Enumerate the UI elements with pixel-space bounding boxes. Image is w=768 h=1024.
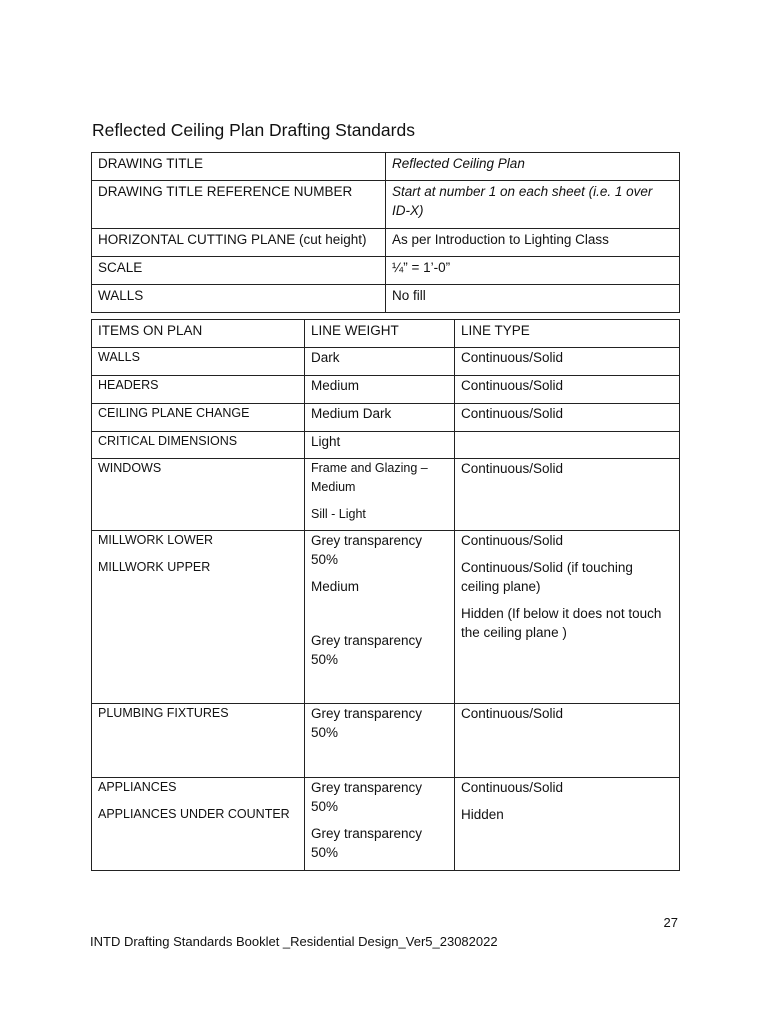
items-on-plan-table bbox=[91, 319, 680, 871]
column-header: LINE WEIGHT bbox=[305, 320, 455, 348]
line-type: Hidden bbox=[461, 807, 504, 822]
line-weight: Medium bbox=[311, 579, 360, 594]
table-row bbox=[92, 229, 680, 257]
page-number: 27 bbox=[663, 915, 678, 930]
line-type: Continuous/Solid bbox=[455, 704, 680, 778]
line-type bbox=[455, 432, 680, 459]
column-header: LINE TYPE bbox=[455, 320, 680, 348]
column-header: ITEMS ON PLAN bbox=[92, 320, 305, 348]
item-name: HEADERS bbox=[92, 376, 305, 404]
line-type: Continuous/Solid (if touching ceiling plane) bbox=[461, 560, 633, 594]
table-row bbox=[92, 376, 680, 404]
table-row bbox=[92, 704, 680, 778]
line-type: Continuous/Solid bbox=[455, 459, 680, 531]
info-label: SCALE bbox=[92, 257, 386, 285]
item-name: WALLS bbox=[92, 348, 305, 376]
line-weight: Grey transparency 50% bbox=[311, 533, 423, 567]
line-type: Continuous/Solid bbox=[455, 376, 680, 404]
line-weight-cell bbox=[305, 778, 455, 871]
line-weight: Sill - Light bbox=[311, 507, 366, 521]
table-row bbox=[92, 531, 680, 704]
line-weight: Light bbox=[305, 432, 455, 459]
table-row bbox=[92, 257, 680, 285]
table-row bbox=[92, 778, 680, 871]
info-value: ¼” = 1’-0” bbox=[386, 257, 680, 285]
item-name: APPLIANCES UNDER COUNTER bbox=[98, 807, 290, 821]
item-name-cell bbox=[92, 531, 305, 704]
item-name: APPLIANCES bbox=[98, 780, 177, 794]
item-name: PLUMBING FIXTURES bbox=[92, 704, 305, 778]
table-header-row bbox=[92, 320, 680, 348]
line-weight: Grey transparency 50% bbox=[311, 826, 423, 860]
line-weight-cell bbox=[305, 531, 455, 704]
line-weight: Dark bbox=[305, 348, 455, 376]
line-weight: Frame and Glazing – Medium bbox=[311, 461, 428, 494]
line-weight: Grey transparency 50% bbox=[311, 780, 423, 814]
line-weight-cell bbox=[305, 459, 455, 531]
line-type-cell bbox=[455, 531, 680, 704]
line-weight: Medium bbox=[305, 376, 455, 404]
line-weight: Grey transparency 50% bbox=[311, 633, 423, 667]
table-row bbox=[92, 348, 680, 376]
info-value: As per Introduction to Lighting Class bbox=[386, 229, 680, 257]
table-row bbox=[92, 459, 680, 531]
line-weight: Medium Dark bbox=[305, 404, 455, 432]
info-value: No fill bbox=[386, 285, 680, 313]
info-label: WALLS bbox=[92, 285, 386, 313]
item-name: MILLWORK UPPER bbox=[98, 560, 211, 574]
table-row bbox=[92, 153, 680, 181]
item-name: WINDOWS bbox=[92, 459, 305, 531]
table-row bbox=[92, 181, 680, 229]
info-value: Start at number 1 on each sheet (i.e. 1 over ID-X) bbox=[386, 181, 680, 229]
line-type: Hidden (If below it does not touch the ceiling plane ) bbox=[461, 606, 662, 640]
line-type: Continuous/Solid bbox=[455, 404, 680, 432]
table-row bbox=[92, 285, 680, 313]
table-row bbox=[92, 432, 680, 459]
item-name: CRITICAL DIMENSIONS bbox=[92, 432, 305, 459]
item-name: MILLWORK LOWER bbox=[98, 533, 214, 547]
item-name: CEILING PLANE CHANGE bbox=[92, 404, 305, 432]
line-type: Continuous/Solid bbox=[461, 533, 564, 548]
info-label: DRAWING TITLE bbox=[92, 153, 386, 181]
line-weight: Grey transparency 50% bbox=[305, 704, 455, 778]
line-type: Continuous/Solid bbox=[461, 780, 564, 795]
info-label: DRAWING TITLE REFERENCE NUMBER bbox=[92, 181, 386, 229]
line-type-cell bbox=[455, 778, 680, 871]
info-value: Reflected Ceiling Plan bbox=[386, 153, 680, 181]
drawing-info-table bbox=[91, 152, 680, 313]
page-title: Reflected Ceiling Plan Drafting Standards bbox=[92, 120, 415, 140]
table-row bbox=[92, 404, 680, 432]
line-type: Continuous/Solid bbox=[455, 348, 680, 376]
info-label: HORIZONTAL CUTTING PLANE (cut height) bbox=[92, 229, 386, 257]
footer-booklet-name: INTD Drafting Standards Booklet _Residential Design_Ver5_23082022 bbox=[90, 934, 498, 949]
item-name-cell bbox=[92, 778, 305, 871]
